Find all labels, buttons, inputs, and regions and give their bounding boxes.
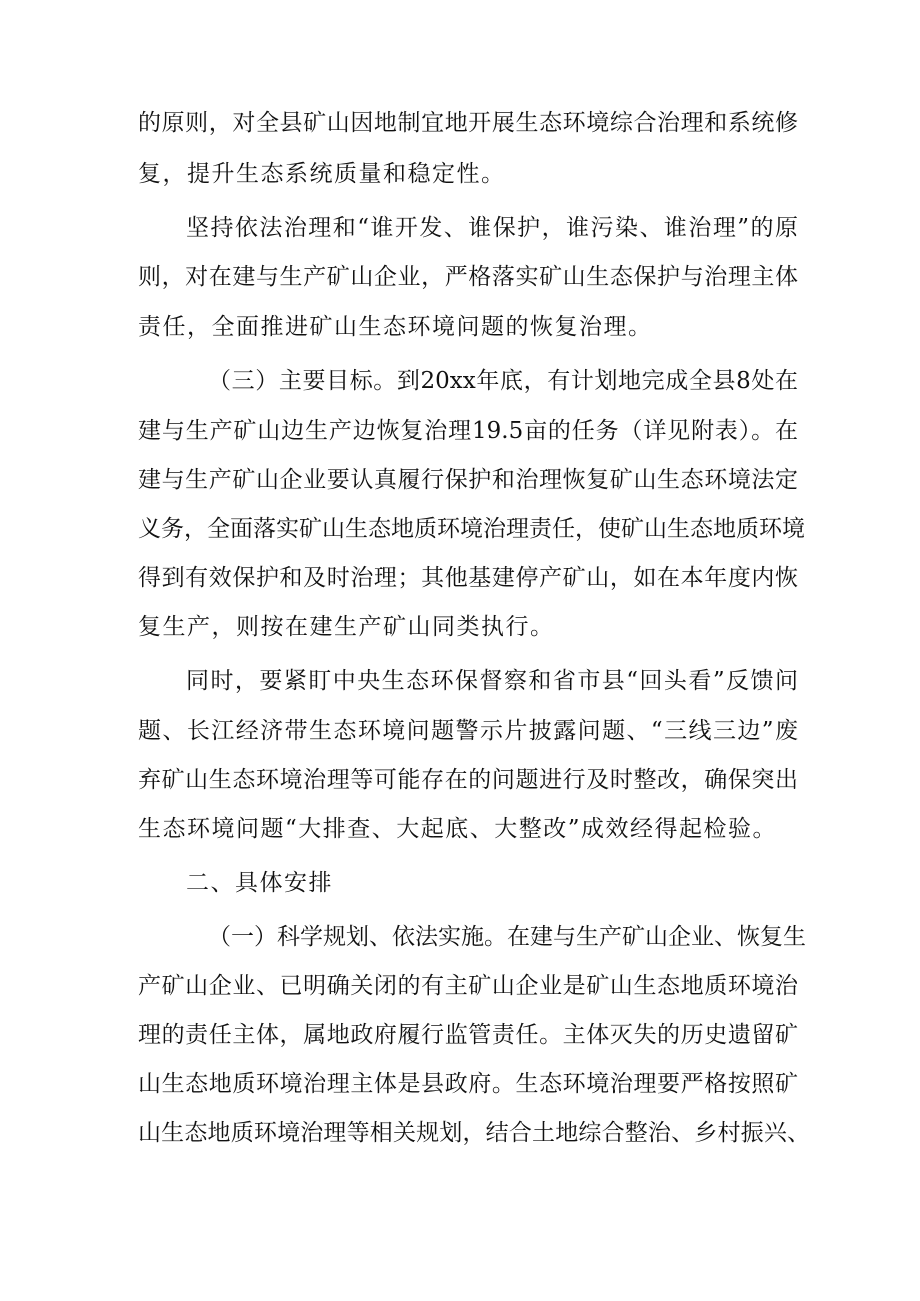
paragraph-4-line-4: 生态环境问题“大排查、大起底、大整改”成效经得起检验。 — [138, 816, 778, 842]
paragraph-1-line-1: 的原则，对全县矿山因地制宜地开展生态环境综合治理和系统修 — [138, 110, 798, 136]
paragraph-3-line-3: 建与生产矿山企业要认真履行保护和治理恢复矿山生态环境法定 — [138, 467, 798, 493]
paragraph-3-line-4: 义务，全面落实矿山生态地质环境治理责任，使矿山生态地质环境 — [138, 516, 805, 542]
paragraph-2-line-3: 责任，全面推进矿山生态环境问题的恢复治理。 — [138, 314, 653, 340]
paragraph-2-line-1: 坚持依法治理和“谁开发、谁保护，谁污染、谁治理”的原 — [186, 215, 798, 241]
paragraph-4-line-1: 同时，要紧盯中央生态环保督察和省市县“回头看”反馈问 — [186, 668, 798, 694]
paragraph-5-line-4: 山生态地质环境治理主体是县政府。生态环境治理要严格按照矿 — [138, 1071, 798, 1097]
paragraph-5-line-5: 山生态地质环境治理等相关规划，结合土地综合整治、乡村振兴、 — [138, 1120, 810, 1146]
paragraph-3-line-2: 建与生产矿山边生产边恢复治理19.5亩的任务（详见附表）。在 — [138, 418, 798, 444]
paragraph-2-line-2: 则，对在建与生产矿山企业，严格落实矿山生态保护与治理主体 — [138, 264, 798, 290]
paragraph-5-line-1: （一）科学规划、依法实施。在建与生产矿山企业、恢复生 — [208, 924, 806, 950]
paragraph-3-line-6: 复生产，则按在建生产矿山同类执行。 — [138, 614, 555, 640]
paragraph-1-line-2: 复，提升生态系统质量和稳定性。 — [138, 161, 506, 187]
section-heading: 二、具体安排 — [186, 870, 333, 896]
paragraph-3-line-1: （三）主要目标。到20xx年底，有计划地完成全县8处在 — [208, 368, 798, 394]
paragraph-3-line-5: 得到有效保护和及时治理；其他基建停产矿山，如在本年度内恢 — [138, 565, 798, 591]
paragraph-5-line-3: 理的责任主体，属地政府履行监管责任。主体灭失的历史遗留矿 — [138, 1022, 798, 1048]
paragraph-4-line-3: 弃矿山生态环境治理等可能存在的问题进行及时整改，确保突出 — [138, 767, 798, 793]
paragraph-5-line-2: 产矿山企业、已明确关闭的有主矿山企业是矿山生态地质环境治 — [138, 973, 798, 999]
paragraph-4-line-2: 题、长江经济带生态环境问题警示片披露问题、“三线三边”废 — [138, 718, 798, 744]
